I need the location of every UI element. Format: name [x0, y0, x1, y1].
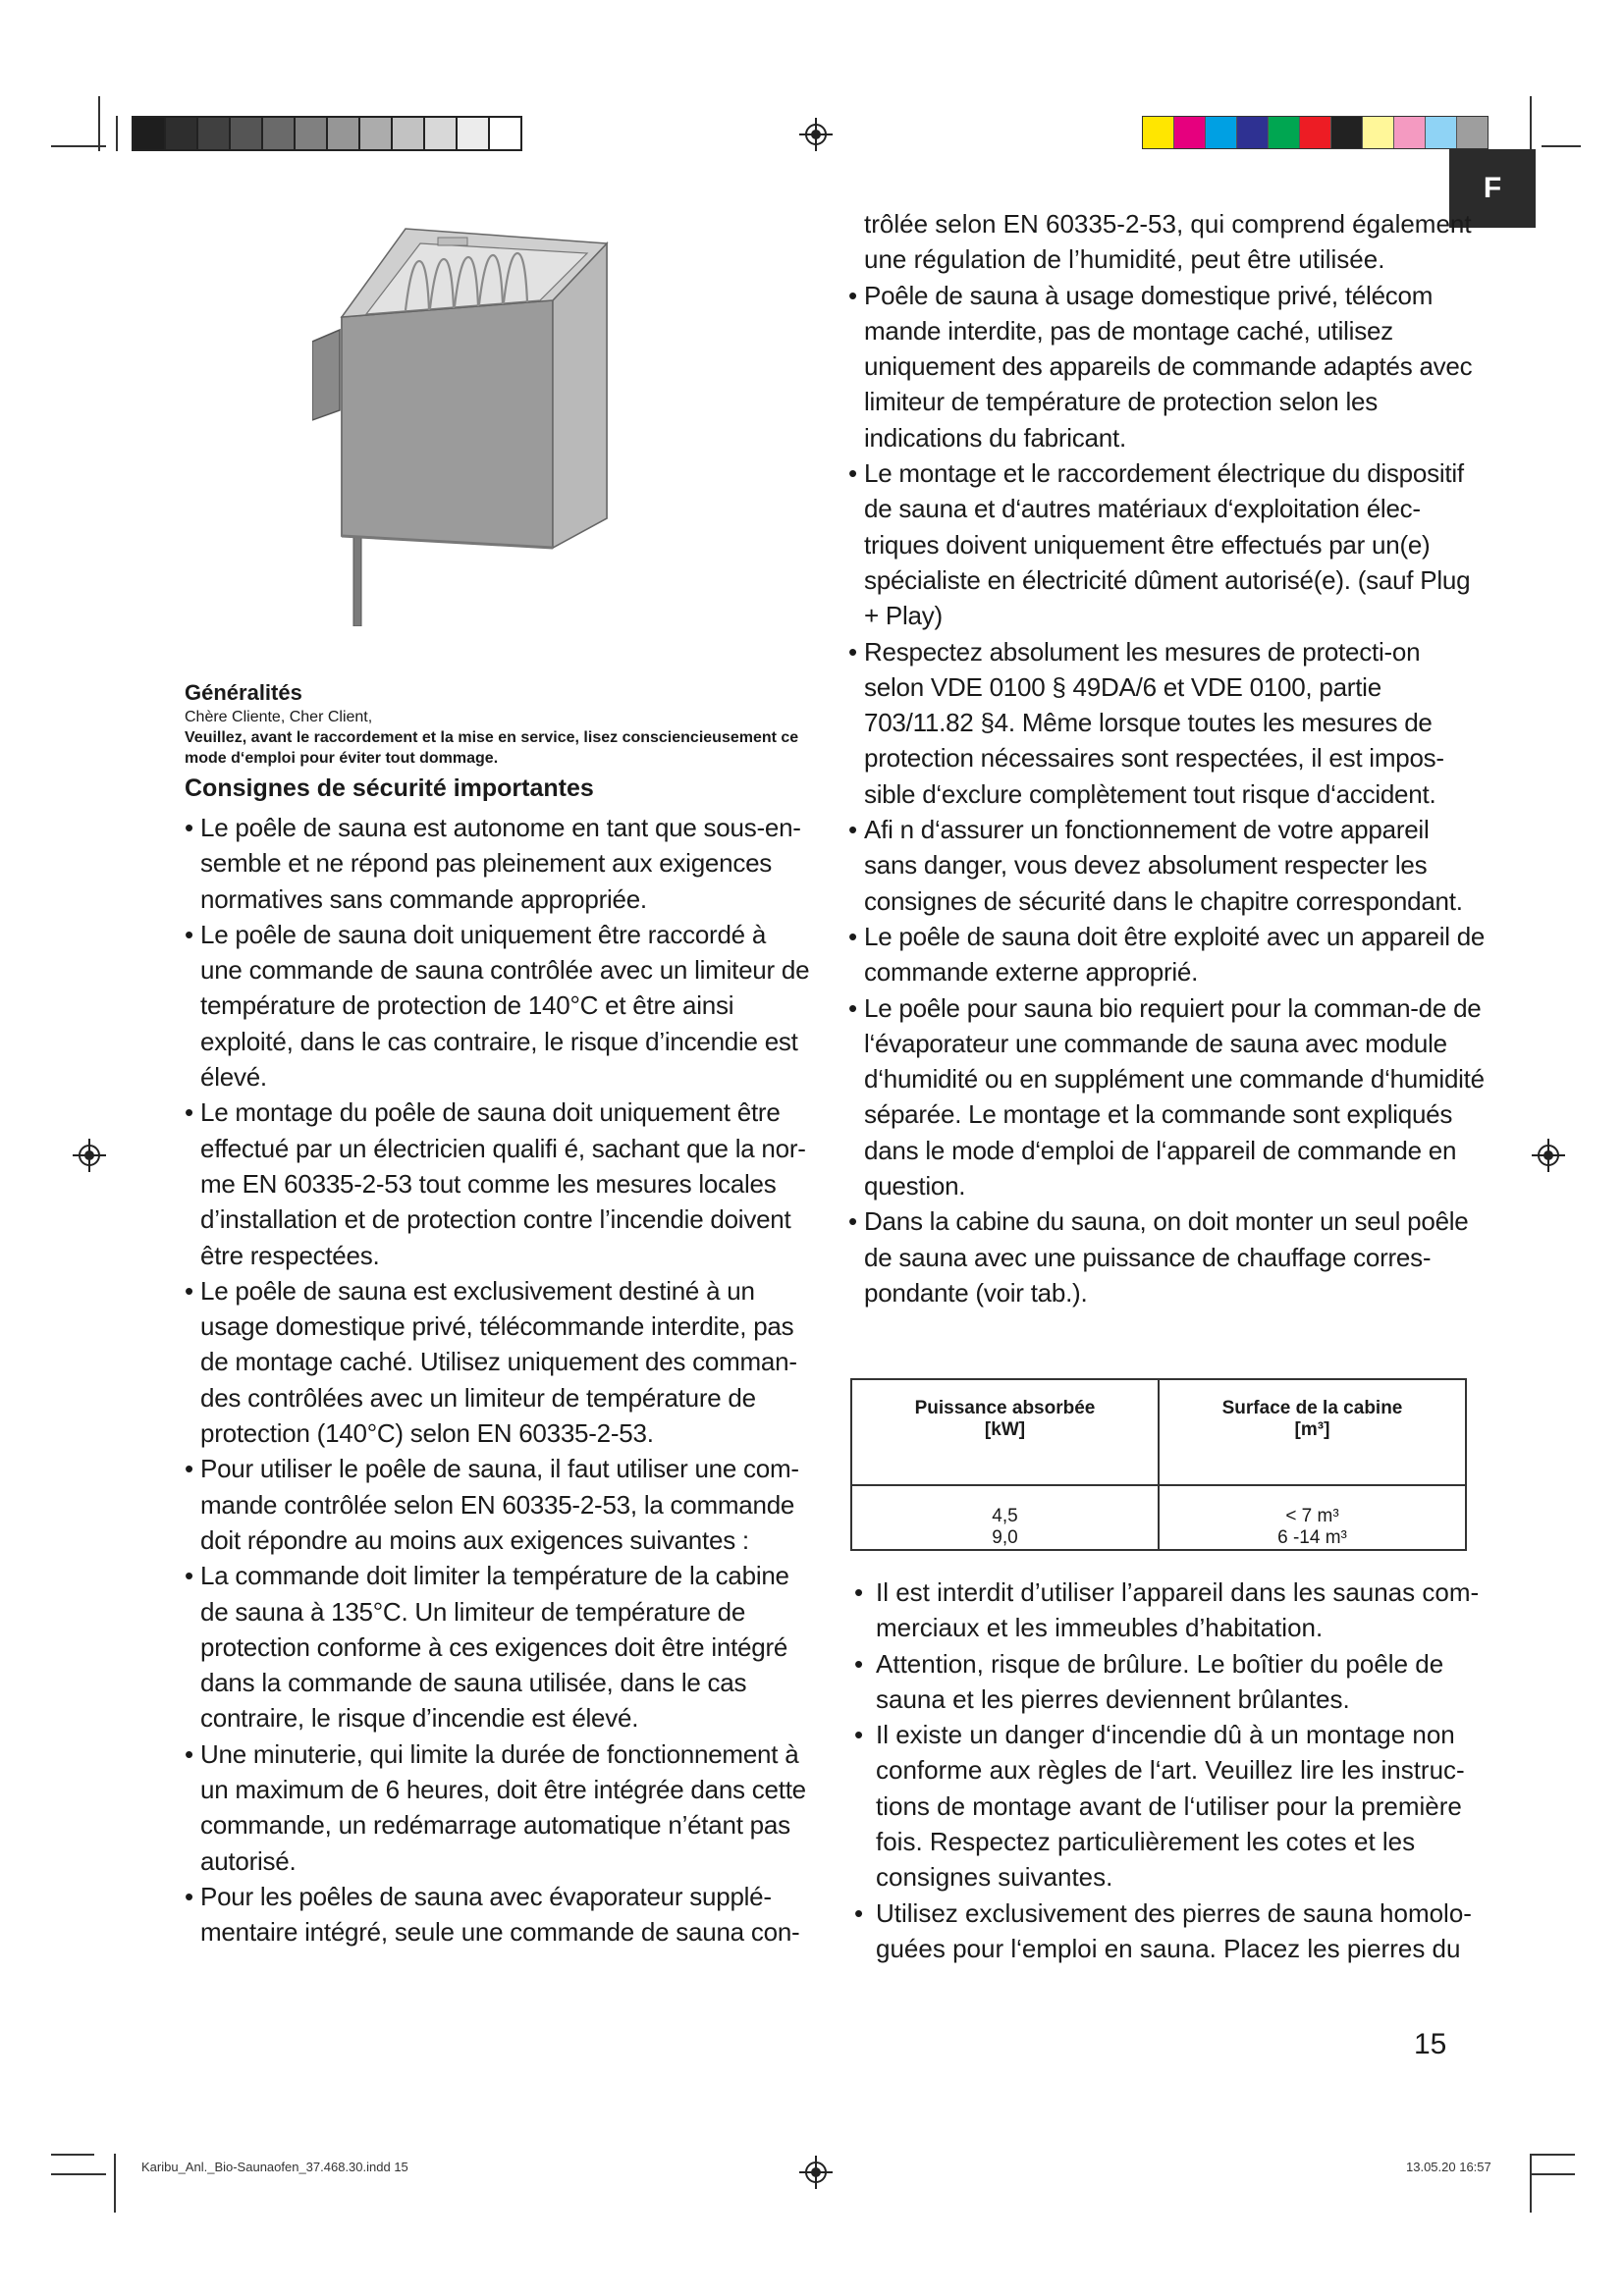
crop-mark — [114, 2154, 116, 2213]
color-swatch — [1206, 117, 1237, 148]
safety-list — [185, 810, 813, 1950]
left-column — [185, 679, 813, 1950]
registration-mark-icon — [73, 1139, 106, 1172]
page-number: 15 — [1414, 2028, 1447, 2060]
crop-mark — [1532, 2154, 1575, 2156]
grayscale-calibration-bar — [132, 116, 522, 151]
list-item: • Poêle de sauna à usage domestique privé, télécom mande interdite, pas de montage caché, utilisez uniquement des appareils de commande adaptés avec limiteur de température de protection selon les indications du fabricant. — [848, 280, 1473, 453]
greeting: Chère Cliente, Cher Client, — [185, 709, 373, 725]
continued-paragraph: trôlée selon EN 60335-2-53, qui comprend également une régulation de l’humidité, peut être utilisée. — [864, 209, 1472, 275]
list-item: • Utilisez exclusivement des pierres de sauna homolo-guées pour l‘emploi en sauna. Placez les pierres du — [854, 1897, 1472, 1963]
list-item: • Le montage du poêle de sauna doit uniquement être effectué par un électricien qualifi é, sachant que la nor-me EN 60335-2-53 tout comme les mesures locales d’installation et de protection contre l’incendie doivent être respectées. — [185, 1097, 806, 1270]
list-item: • Dans la cabine du sauna, on doit monter un seul poêle de sauna avec une puissance de chauffage corres-pondante (voir tab.). — [848, 1206, 1469, 1308]
color-calibration-bar — [1142, 116, 1489, 149]
gray-swatch — [134, 118, 166, 149]
notice-text: Veuillez, avant le raccordement et la mise en service, lisez consciencieusement ce mode d‘emploi pour éviter tout dommage. — [185, 729, 799, 767]
crop-mark — [1542, 145, 1581, 147]
safety-list-continued — [848, 278, 1487, 1311]
list-item: • Une minuterie, qui limite la durée de fonctionnement à un maximum de 6 heures, doit être intégrée dans cette commande, un redémarrage automatique n’étant pas autorisé. — [185, 1738, 806, 1876]
gray-swatch — [328, 118, 360, 149]
color-swatch — [1269, 117, 1300, 148]
color-swatch — [1300, 117, 1331, 148]
section-heading: Généralités — [185, 680, 302, 705]
gray-swatch — [231, 118, 263, 149]
gray-swatch — [198, 118, 231, 149]
safety-heading: Consignes de sécurité importantes — [185, 774, 594, 802]
list-item: • Il existe un danger d‘incendie dû à un montage non conforme aux règles de l‘art. Veuillez lire les instruc-tions de montage avant de l‘utiliser pour la première fois. Respectez particulièrement les cotes et les consignes suivantes. — [854, 1720, 1465, 1893]
crop-mark — [51, 2154, 94, 2156]
gray-swatch — [490, 118, 520, 149]
gray-swatch — [296, 118, 328, 149]
registration-mark-icon — [1532, 1139, 1565, 1172]
gray-swatch — [166, 118, 198, 149]
crop-mark — [116, 116, 118, 151]
footer-date: 13.05.20 16:57 — [1406, 2160, 1491, 2174]
registration-mark-icon — [799, 2156, 833, 2189]
list-item: • Le poêle de sauna est autonome en tant que sous-en-semble et ne répond pas pleinement aux exigences normatives sans commande appropriée. — [185, 813, 801, 914]
list-item: • Il est interdit d’utiliser l’appareil dans les saunas com-merciaux et les immeubles d’habitation. — [854, 1577, 1480, 1643]
gray-swatch — [263, 118, 296, 149]
color-swatch — [1457, 117, 1488, 148]
crop-mark — [1532, 2173, 1575, 2175]
color-swatch — [1426, 117, 1457, 148]
crop-mark — [98, 96, 100, 151]
language-tab: F — [1449, 149, 1536, 228]
list-item: • Afi n d‘assurer un fonctionnement de votre appareil sans danger, vous devez absolument respecter les consignes de sécurité dans le chapitre correspondant. — [848, 815, 1463, 916]
table-cell: < 7 m³ 6 -14 m³ — [1159, 1485, 1466, 1550]
color-swatch — [1174, 117, 1206, 148]
list-item: • Le poêle de sauna doit être exploité avec un appareil de commande externe approprié. — [848, 921, 1486, 988]
list-item: • Le poêle pour sauna bio requiert pour la comman-de de l‘évaporateur une commande de sauna avec module d‘humidité ou en supplément une commande d‘humidité séparée. Le montage et la commande sont expliqués dans le mode d‘emploi de l‘appareil de commande en question. — [848, 992, 1485, 1201]
list-item: • Attention, risque de brûlure. Le boîtier du poêle de sauna et les pierres deviennent brûlantes. — [854, 1648, 1444, 1714]
table-header: Surface de la cabine [m³] — [1159, 1379, 1466, 1485]
crop-mark — [51, 2173, 106, 2175]
table-header: Puissance absorbée [kW] — [851, 1379, 1159, 1485]
gray-swatch — [393, 118, 425, 149]
table-row — [851, 1485, 1466, 1550]
right-column-lower — [854, 1575, 1483, 1966]
color-swatch — [1143, 117, 1174, 148]
table-cell: 4,5 9,0 — [851, 1485, 1159, 1550]
list-item: • Pour les poêles de sauna avec évaporateur supplé-mentaire intégré, seule une commande de sauna con- — [185, 1881, 800, 1948]
list-item: • Le poêle de sauna est exclusivement destiné à un usage domestique privé, télécommande interdite, pas de montage caché. Utilisez uniquement des comman-des contrôlées avec un limiteur de température de protection (140°C) selon EN 60335-2-53. — [185, 1275, 797, 1449]
color-swatch — [1237, 117, 1269, 148]
color-swatch — [1363, 117, 1394, 148]
warning-list — [854, 1575, 1483, 1966]
table-header-row — [851, 1379, 1466, 1485]
gray-swatch — [425, 118, 458, 149]
crop-mark — [1530, 2154, 1532, 2213]
gray-swatch — [360, 118, 393, 149]
list-item: • La commande doit limiter la température de la cabine de sauna à 135°C. Un limiteur de température de protection conforme à ces exigences doit être intégré dans la commande de sauna utilisée, dans le cas contraire, le risque d’incendie est élevé. — [185, 1561, 789, 1734]
color-swatch — [1394, 117, 1426, 148]
color-swatch — [1331, 117, 1363, 148]
list-item: • Pour utiliser le poêle de sauna, il faut utiliser une com-mande contrôlée selon EN 60335-2-53, la commande doit répondre au moins aux exigences suivantes : — [185, 1454, 799, 1555]
list-item: • Respectez absolument les mesures de protecti-on selon VDE 0100 § 49DA/6 et VDE 0100, partie 703/11.82 §4. Même lorsque toutes les mesures de protection nécessaires sont respectées, il est impos-sible d‘exclure complètement tout risque d‘accident. — [848, 636, 1444, 809]
gray-swatch — [458, 118, 490, 149]
right-column — [848, 206, 1487, 1310]
registration-mark-icon — [799, 118, 833, 151]
footer-filename: Karibu_Anl._Bio-Saunaofen_37.468.30.indd 15 — [141, 2160, 408, 2174]
power-area-table — [850, 1378, 1467, 1551]
sauna-heater-image — [312, 224, 626, 626]
crop-mark — [1530, 96, 1532, 151]
list-item: • Le montage et le raccordement électrique du dispositif de sauna et d‘autres matériaux d‘exploitation élec-triques doivent uniquement être effectués par un(e) spécialiste en électricité dûment autorisé(e). (sauf Plug + Play) — [848, 458, 1471, 631]
list-item: • Le poêle de sauna doit uniquement être raccordé à une commande de sauna contrôlée avec un limiteur de température de protection de 140°C et être ainsi exploité, dans le cas contraire, le risque d’incendie est élevé. — [185, 919, 810, 1093]
